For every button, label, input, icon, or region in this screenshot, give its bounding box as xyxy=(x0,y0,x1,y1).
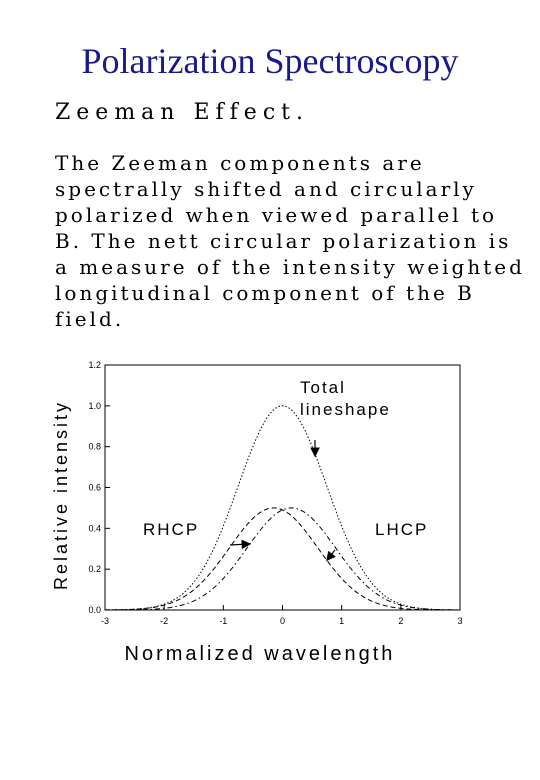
y-tick-label: 0.6 xyxy=(88,482,101,493)
x-tick-label: -3 xyxy=(100,616,110,626)
plot-frame xyxy=(105,365,460,610)
annotation-label: Total lineshape xyxy=(300,378,391,419)
x-tick-label: -1 xyxy=(219,616,228,626)
y-tick-label: 1.0 xyxy=(88,400,101,411)
x-tick-label: 3 xyxy=(457,616,463,626)
slide-subtitle: Zeeman Effect. xyxy=(55,100,309,125)
x-tick-label: 1 xyxy=(339,616,345,626)
y-tick-label: 0.2 xyxy=(88,564,101,575)
y-tick-label: 0.8 xyxy=(88,441,101,452)
annotation-layer xyxy=(143,378,428,560)
page-title: Polarization Spectroscopy xyxy=(81,41,459,81)
slide-body-text: The Zeeman components are spectrally shifted and circularly polarized when viewed parallel to B. The nett circular polarization is a measure of the intensity weighted longitudinal component of the B field. xyxy=(55,151,535,331)
x-tick-label: -2 xyxy=(160,616,169,626)
series-line-0 xyxy=(105,406,460,610)
annotation-label: RHCP xyxy=(143,520,200,539)
annotation-arrow xyxy=(327,550,335,560)
y-tick-label: 0.4 xyxy=(88,523,101,534)
intensity-line-chart xyxy=(45,345,485,685)
y-axis-label: Relative intensity xyxy=(51,399,71,591)
axis-layer xyxy=(88,360,462,626)
annotation-arrow xyxy=(230,544,250,545)
y-tick-label: 0.0 xyxy=(88,605,101,615)
x-axis-label: Normalized wavelength xyxy=(124,643,396,665)
annotation-label: LHCP xyxy=(375,520,429,539)
x-tick-label: 0 xyxy=(279,616,286,626)
y-tick-label: 1.2 xyxy=(88,360,101,370)
x-tick-label: 2 xyxy=(398,616,404,626)
series-layer xyxy=(105,406,460,610)
